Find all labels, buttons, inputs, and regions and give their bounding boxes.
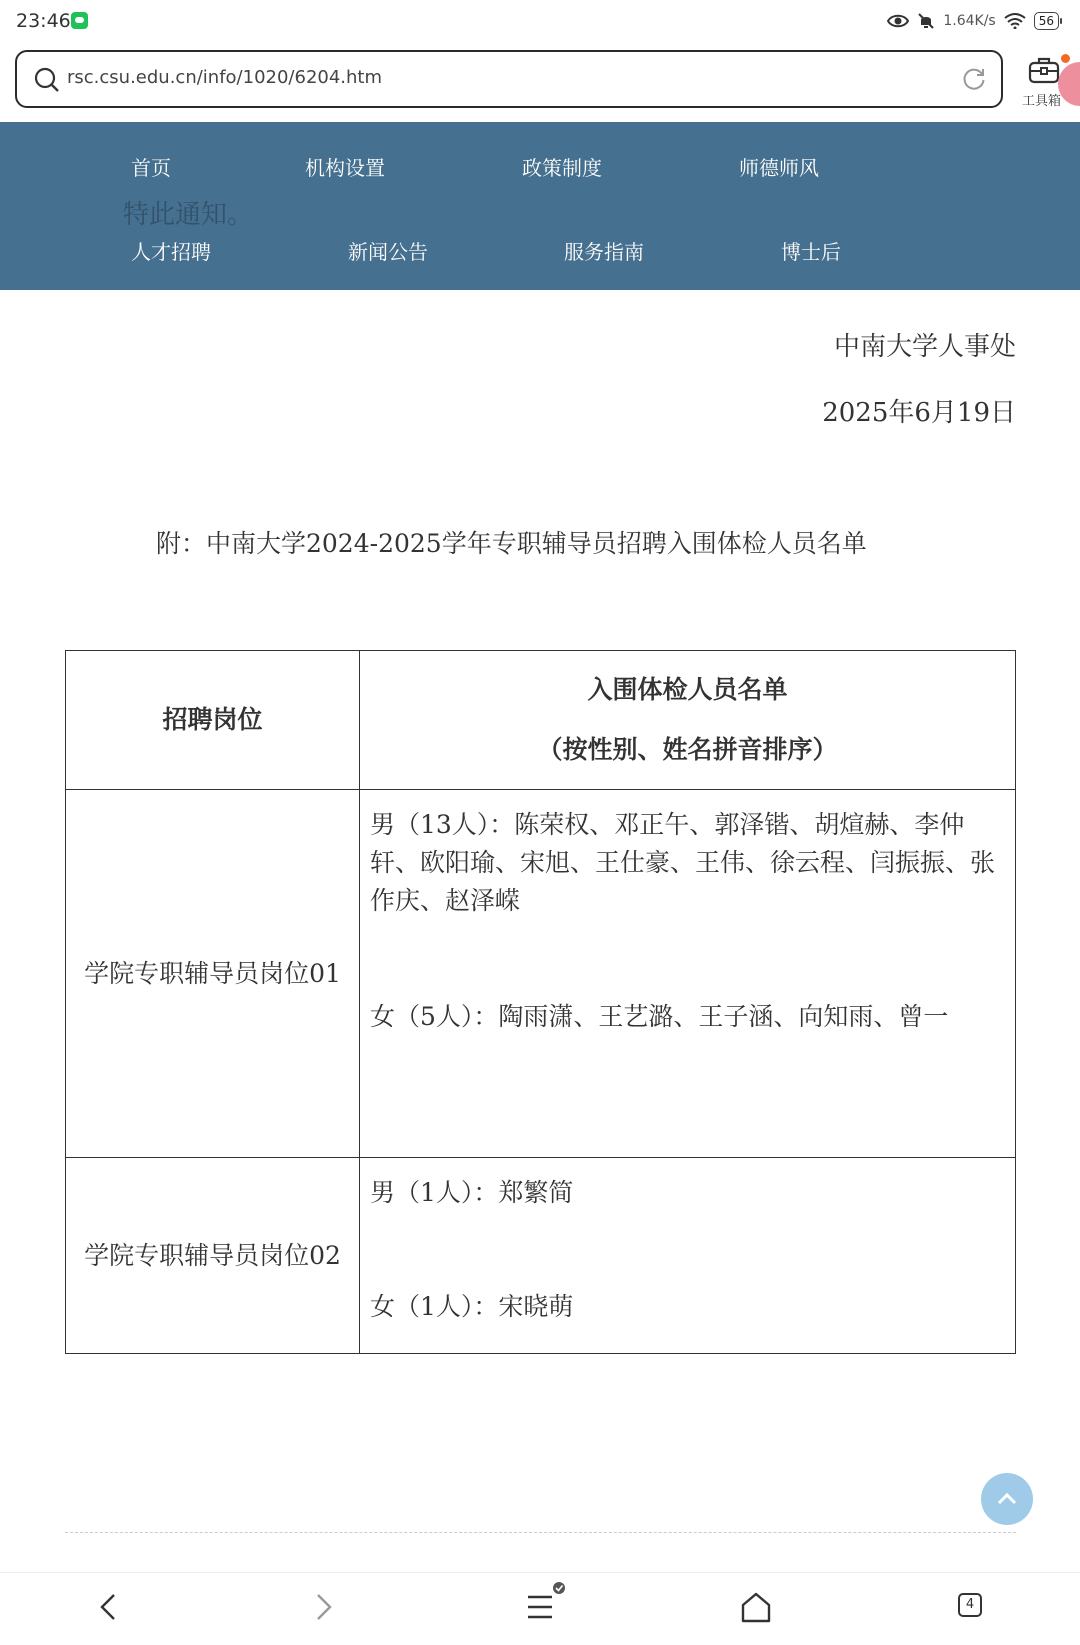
tab-count: 4 (965, 1597, 975, 1612)
toolbox-label: 工具箱 (1022, 94, 1062, 109)
female-candidates: 女（5人）：陶雨潇、王艺潞、王子涵、向知雨、曾一 (370, 1002, 949, 1031)
battery-level: 56 (1034, 12, 1059, 30)
header-list-title: 入围体检人员名单 (587, 675, 788, 704)
back-to-top-button[interactable] (981, 1473, 1033, 1525)
wechat-notification-icon (71, 12, 88, 29)
nav-item-postdoc[interactable]: 博士后 (781, 240, 841, 264)
nav-item-service-guide[interactable]: 服务指南 (564, 240, 644, 264)
address-bar[interactable] (15, 50, 1003, 108)
site-nav (0, 122, 1080, 290)
nav-item-home[interactable]: 首页 (131, 156, 171, 180)
header-list (360, 651, 1016, 790)
menu-icon[interactable] (526, 1581, 566, 1625)
url-text[interactable]: rsc.csu.edu.cn/info/1020/6204.htm (67, 67, 383, 88)
back-icon[interactable] (96, 1589, 120, 1625)
position-cell: 学院专职辅导员岗位02 (66, 1158, 360, 1354)
header-list-subtitle: （按性别、姓名拼音排序） (537, 735, 838, 764)
status-bar (0, 0, 1080, 44)
position-cell: 学院专职辅导员岗位01 (66, 790, 360, 1158)
forward-icon[interactable] (312, 1589, 336, 1625)
tabs-button[interactable] (958, 1593, 982, 1617)
toolbox-icon (1028, 56, 1060, 84)
eye-icon (887, 13, 909, 29)
candidate-cell (360, 1158, 1016, 1354)
header-position: 招聘岗位 (66, 651, 360, 790)
network-speed: 1.64K/s (943, 13, 996, 29)
table-row (66, 790, 1016, 1158)
male-candidates: 男（1人）：郑繁简 (370, 1178, 574, 1207)
male-candidates: 男（13人）：陈荣权、邓正午、郭泽锴、胡煊赫、李仲轩、欧阳瑜、宋旭、王仕豪、王伟、徐云程、闫振振、张作庆、赵泽嵘 (370, 810, 996, 915)
candidate-cell (360, 790, 1016, 1158)
table-header-row (66, 651, 1016, 790)
status-time: 23:46 (16, 10, 71, 32)
status-icons (887, 8, 1062, 34)
nav-item-news[interactable]: 新闻公告 (348, 240, 428, 264)
signature-date: 2025年6月19日 (822, 398, 1016, 428)
reload-icon[interactable] (961, 66, 987, 92)
female-candidates: 女（1人）：宋晓萌 (370, 1292, 574, 1321)
nav-item-policy[interactable]: 政策制度 (522, 156, 602, 180)
home-icon[interactable] (740, 1589, 772, 1625)
wifi-icon (1004, 13, 1026, 29)
table-row (66, 1158, 1016, 1354)
nav-item-organization[interactable]: 机构设置 (305, 156, 385, 180)
search-icon (33, 66, 61, 94)
overlapping-body-text: 特此通知。 (123, 200, 254, 230)
nav-item-recruitment[interactable]: 人才招聘 (131, 240, 211, 264)
appendix-title: 附：中南大学2024-2025学年专职辅导员招聘入围体检人员名单 (156, 529, 867, 558)
mute-icon (917, 12, 935, 30)
page-divider (65, 1532, 1016, 1533)
toolbox-badge (1061, 54, 1070, 63)
shortlist-table (65, 650, 1016, 1354)
signature-organization: 中南大学人事处 (833, 332, 1016, 362)
chevron-up-icon (995, 1487, 1019, 1511)
nav-item-ethics[interactable]: 师德师风 (739, 156, 819, 180)
battery-indicator (1034, 12, 1062, 30)
browser-bottom-nav (0, 1572, 1080, 1645)
